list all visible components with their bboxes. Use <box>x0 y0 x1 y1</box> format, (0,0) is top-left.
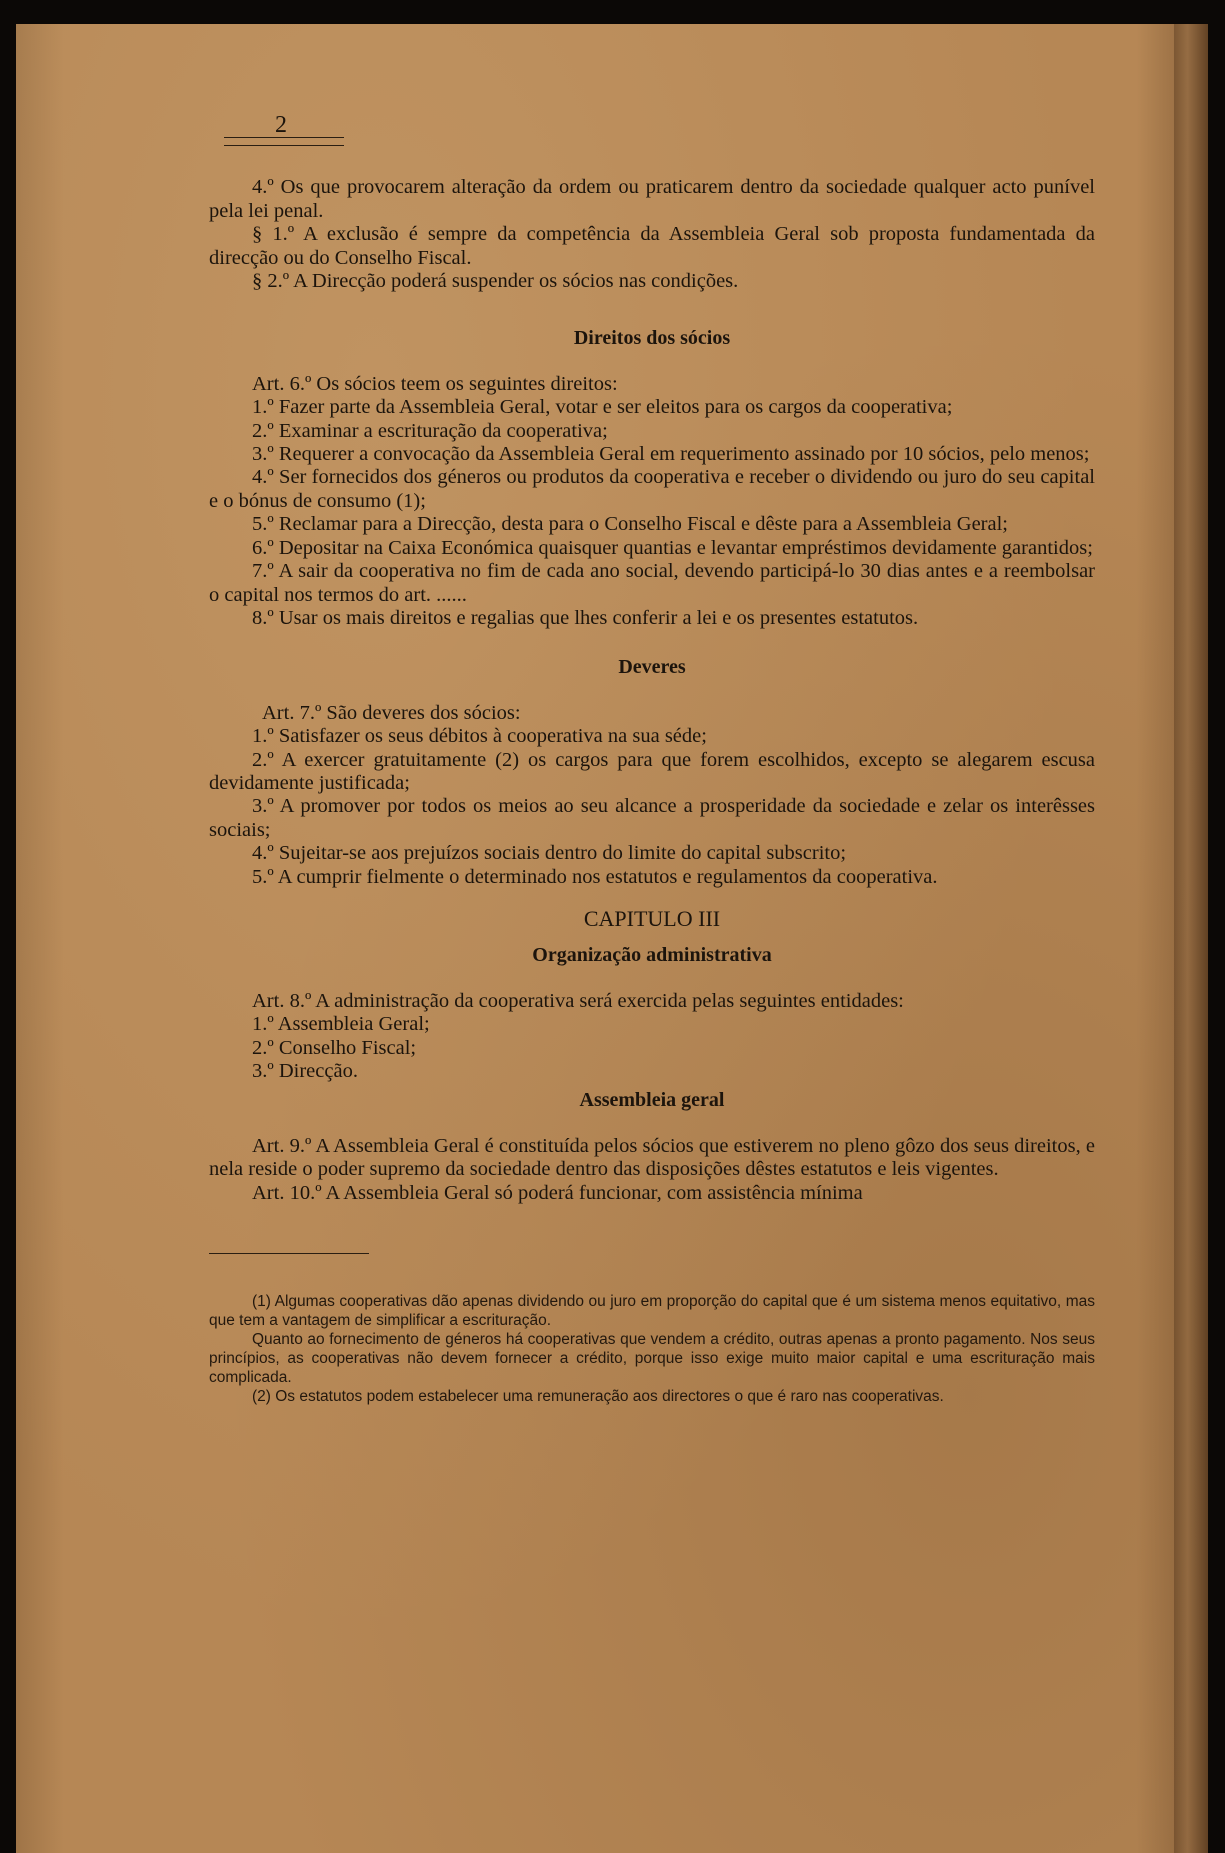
footnote-1-continued: Quanto ao fornecimento de géneros há cooperativas que vendem a crédito, outras apenas a pronto pagamento. Nos seus princípios, as cooperativas não devem fornecer a crédito, porque isso exige muito maior capital e uma escrituração mais complicada. <box>209 1331 1095 1387</box>
section-heading-organization: Organização administrativa <box>532 944 772 967</box>
list-item: 1.º Assembleia Geral; <box>252 1013 430 1036</box>
page-number-rule <box>224 137 344 146</box>
list-item: 6.º Depositar na Caixa Económica quaisquer quantias e levantar empréstimos devidamente garantidos; <box>252 536 1093 559</box>
page-spine-shadow <box>1174 24 1208 1853</box>
list-item: 4.º Ser fornecidos dos géneros ou produtos da cooperativa e receber o dividendo ou juro do seu capital e o bónus de consumo (1); <box>209 466 1095 512</box>
article-10: Art. 10.º A Assembleia Geral só poderá funcionar, com assistência mínima <box>252 1181 863 1204</box>
list-item: 2.º Examinar a escrituração da cooperativa; <box>252 419 608 442</box>
list-item: 3.º Direcção. <box>252 1060 358 1082</box>
list-item: 3.º A promover por todos os meios ao seu alcance a prosperidade da sociedade e zelar os interêsses sociais; <box>209 795 1095 841</box>
article-9: Art. 9.º A Assembleia Geral é constituída pelos sócios que estiverem no pleno gôzo dos seus direitos, e nela reside o poder supremo da sociedade dentro das disposições dêstes estatutos e leis vigentes. <box>209 1134 1095 1181</box>
list-item: 8.º Usar os mais direitos e regalias que lhes conferir a lei e os presentes estatutos. <box>252 606 919 629</box>
list-item: 1.º Fazer parte da Assembleia Geral, votar e ser eleitos para os cargos da cooperativa; <box>252 396 953 419</box>
list-item: 4.º Sujeitar-se aos prejuízos sociais dentro do limite do capital subscrito; <box>252 842 847 865</box>
list-item: 2.º Conselho Fiscal; <box>252 1036 417 1059</box>
paragraph: § 1.º A exclusão é sempre da competência da Assembleia Geral sob proposta fundamentada da direcção ou do Conselho Fiscal. <box>209 223 1095 269</box>
chapter-title: CAPITULO III <box>583 905 721 931</box>
article-6: Art. 6.º Os sócios teem os seguintes direitos: <box>252 372 618 395</box>
page-text <box>209 114 1095 1406</box>
section-heading-general-assembly: Assembleia geral <box>579 1089 725 1112</box>
footnote-1: (1) Algumas cooperativas dão apenas dividendo ou juro em proporção do capital que é um sistema menos equitativo, mas que tem a vantagem de simplificar a escrituração. <box>209 1293 1095 1330</box>
list-item: 1.º Satisfazer os seus débitos à cooperativa na sua séde; <box>252 725 707 748</box>
section-heading-duties: Deveres <box>618 656 686 679</box>
list-item: 3.º Requerer a convocação da Assembleia Geral em requerimento assinado por 10 sócios, pelo menos; <box>252 443 1090 466</box>
list-item: 5.º Reclamar para a Direcção, desta para o Conselho Fiscal e dêste para a Assembleia Geral; <box>252 513 1008 536</box>
page-number: 2 <box>275 112 287 138</box>
footnote-2: (2) Os estatutos podem estabelecer uma remuneração aos directores o que é raro nas cooperativas. <box>252 1388 944 1406</box>
article-7: Art. 7.º São deveres dos sócios: <box>262 701 521 724</box>
paragraph: 4.º Os que provocarem alteração da ordem ou praticarem dentro da sociedade qualquer acto punível pela lei penal. <box>209 176 1095 222</box>
list-item: 7.º A sair da cooperativa no fim de cada ano social, devendo participá-lo 30 dias antes e a reembolsar o capital nos termos do art. ...... <box>209 560 1095 606</box>
list-item: 5.º A cumprir fielmente o determinado nos estatutos e regulamentos da cooperativa. <box>252 865 938 888</box>
scanned-page <box>16 24 1208 1853</box>
footnote-rule <box>209 1253 369 1254</box>
paragraph: § 2.º A Direcção poderá suspender os sócios nas condições. <box>252 270 739 293</box>
section-heading-rights: Direitos dos sócios <box>573 327 731 350</box>
list-item: 2.º A exercer gratuitamente (2) os cargos para que forem escolhidos, excepto se alegarem escusa devidamente justificada; <box>209 748 1095 794</box>
article-8: Art. 8.º A administração da cooperativa será exercida pelas seguintes entidades: <box>252 989 904 1012</box>
